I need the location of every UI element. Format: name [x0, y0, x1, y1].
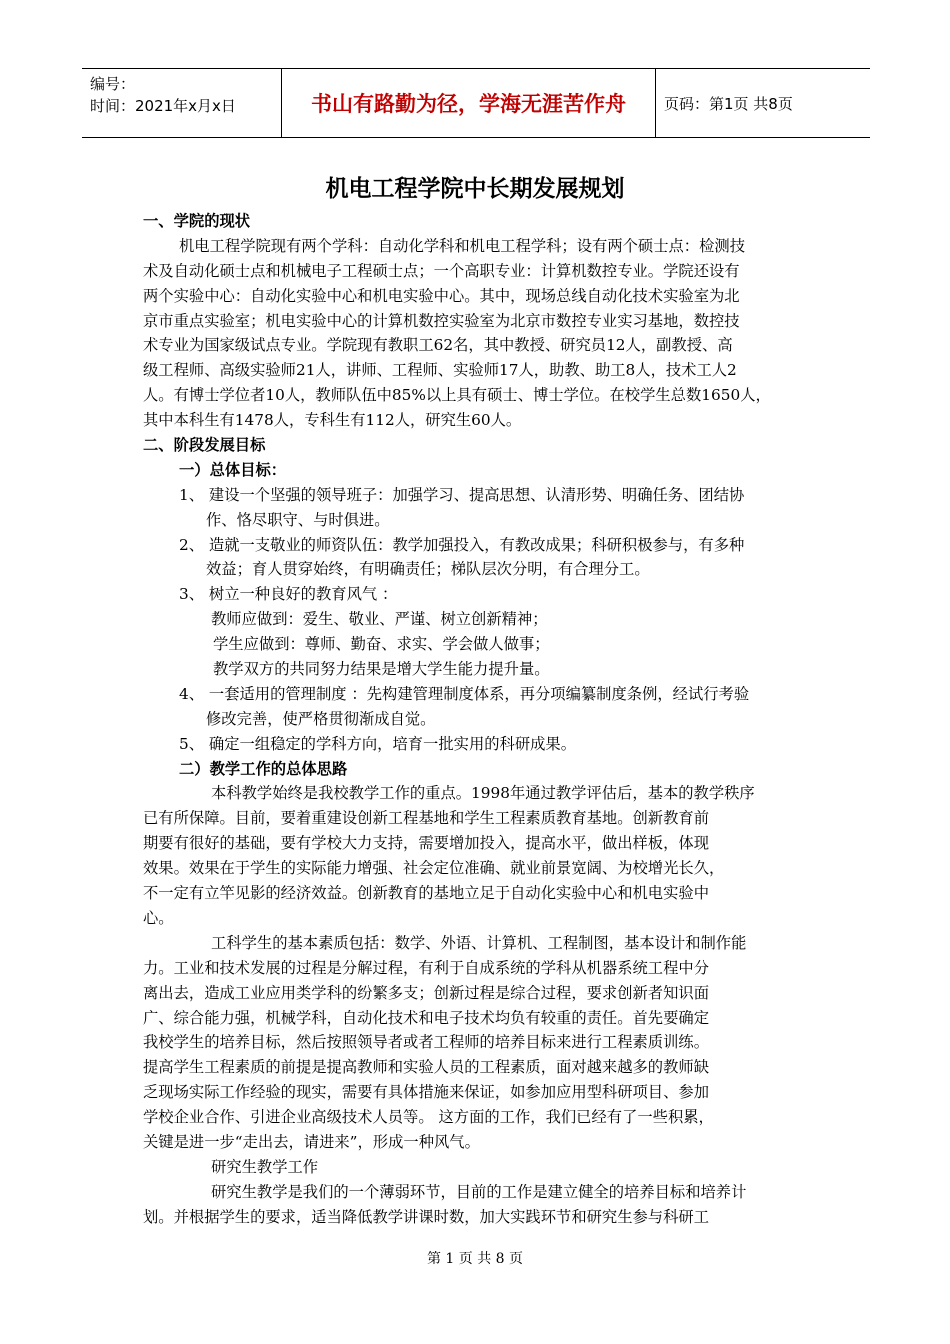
section-heading: 一、学院的现状	[143, 212, 251, 230]
paragraph-line: 人。有博士学位者10人，教师队伍中85%以上具有硕士、博士学位。在校学生总数1650人，	[143, 386, 771, 405]
paragraph-line: 教学双方的共同努力结果是增大学生能力提升量。	[213, 660, 550, 679]
paragraph-line: 其中本科生有1478人，专科生有112人，研究生60人。	[143, 411, 522, 430]
section-heading: 二）教学工作的总体思路	[179, 759, 348, 778]
paragraph-line: 学生应做到：尊师、勤奋、求实、学会做人做事；	[213, 635, 550, 654]
paragraph-line: 期要有很好的基础，要有学校大力支持，需要增加投入，提高水平，做出样板，体现	[143, 834, 709, 853]
document-title: 机电工程学院中长期发展规划	[325, 176, 625, 202]
paragraph-line: 研究生教学是我们的一个薄弱环节，目前的工作是建立健全的培养目标和培养计	[211, 1182, 747, 1201]
header-motto: 书山有路勤为径，学海无涯苦作舟	[282, 69, 656, 137]
paragraph-line: 研究生教学工作	[211, 1157, 319, 1176]
serial-number-label: 编号：	[90, 75, 136, 93]
paragraph-line: 5、 确定一组稳定的学科方向，培育一批实用的科研成果。	[179, 734, 577, 753]
page-footer: 第 1 页 共 8 页	[426, 1251, 524, 1267]
paragraph-line: 3、 树立一种良好的教育风气 ：	[179, 585, 398, 604]
paragraph-line: 4、 一套适用的管理制度 ：先构建管理制度体系，再分项编纂制度条例，经试行考验	[179, 684, 750, 703]
section-heading: 二、阶段发展目标	[143, 436, 266, 455]
header-info-cell	[82, 69, 282, 137]
paragraph-line: 离出去，造成工业应用类学科的纷繁多支；创新过程是综合过程，要求创新者知识面	[143, 983, 709, 1002]
paragraph-line: 京市重点实验室；机电实验中心的计算机数控实验室为北京市数控专业实习基地，数控技	[143, 311, 740, 330]
paragraph-line: 效益；育人贯穿始终，有明确责任；梯队层次分明，有合理分工。	[206, 560, 650, 579]
section-heading: 一）总体目标：	[179, 460, 287, 479]
paragraph-line: 已有所保障。目前，要着重建设创新工程基地和学生工程素质教育基地。创新教育前	[143, 809, 709, 828]
date-label: 时间：2021年x月x日	[90, 97, 236, 115]
paragraph-line: 2、 造就一支敬业的师资队伍：教学加强投入，有教改成果；科研积极参与，有多种	[179, 535, 745, 554]
paragraph-line: 我校学生的培养目标，然后按照领导者或者工程师的培养目标来进行工程素质训练。	[143, 1033, 709, 1052]
paragraph-line: 1、 建设一个坚强的领导班子：加强学习、提高思想、认清形势、明确任务、团结协	[179, 485, 745, 504]
page-header	[82, 68, 870, 138]
paragraph-line: 乏现场实际工作经验的现实，需要有具体措施来保证，如参加应用型科研项目、参加	[143, 1083, 709, 1102]
paragraph-line: 学校企业合作、引进企业高级技术人员等。 这方面的工作，我们已经有了一些积累，	[143, 1108, 714, 1127]
paragraph-line: 本科教学始终是我校教学工作的重点。1998年通过教学评估后，基本的教学秩序	[211, 784, 755, 803]
header-page-number: 页码：第1页 共8页	[664, 94, 793, 113]
paragraph-line: 划。并根据学生的要求，适当降低教学讲课时数，加大实践环节和研究生参与科研工	[143, 1207, 709, 1226]
paragraph-line: 效果。效果在于学生的实际能力增强、社会定位准确、就业前景宽阔、为校增光长久，	[143, 859, 725, 878]
paragraph-line: 力。工业和技术发展的过程是分解过程，有利于自成系统的学科从机器系统工程中分	[143, 958, 709, 977]
document-body	[143, 209, 819, 1230]
paragraph-line: 提高学生工程素质的前提是提高教师和实验人员的工程素质，面对越来越多的教师缺	[143, 1058, 709, 1077]
paragraph-line: 工科学生的基本素质包括：数学、外语、计算机、工程制图，基本设计和制作能	[211, 933, 747, 952]
paragraph-line: 级工程师、高级实验师21人，讲师、工程师、实验师17人，助教、助工8人，技术工人2	[143, 361, 737, 380]
paragraph-line: 机电工程学院现有两个学科：自动化学科和机电工程学科；设有两个硕士点：检测技	[179, 236, 745, 255]
paragraph-line: 修改完善，使严格贯彻渐成自觉。	[206, 709, 436, 728]
paragraph-line: 不一定有立竿见影的经济效益。创新教育的基地立足于自动化实验中心和机电实验中	[143, 884, 709, 903]
paragraph-line: 两个实验中心：自动化实验中心和机电实验中心。其中，现场总线自动化技术实验室为北	[143, 286, 740, 305]
paragraph-line: 术专业为国家级试点专业。学院现有教职工62名，其中教授、研究员12人，副教授、高	[143, 336, 733, 355]
paragraph-line: 术及自动化硕士点和机械电子工程硕士点；一个高职专业：计算机数控专业。学院还设有	[143, 261, 740, 280]
paragraph-line: 教师应做到：爱生、敬业、严谨、树立创新精神；	[211, 610, 548, 629]
paragraph-line: 心。	[143, 908, 174, 927]
paragraph-line: 作、恪尽职守、与时俱进。	[206, 510, 390, 529]
paragraph-line: 广、综合能力强，机械学科，自动化技术和电子技术均负有较重的责任。首先要确定	[143, 1008, 709, 1027]
paragraph-line: 关键是进一步“走出去，请进来”，形成一种风气。	[143, 1132, 480, 1151]
